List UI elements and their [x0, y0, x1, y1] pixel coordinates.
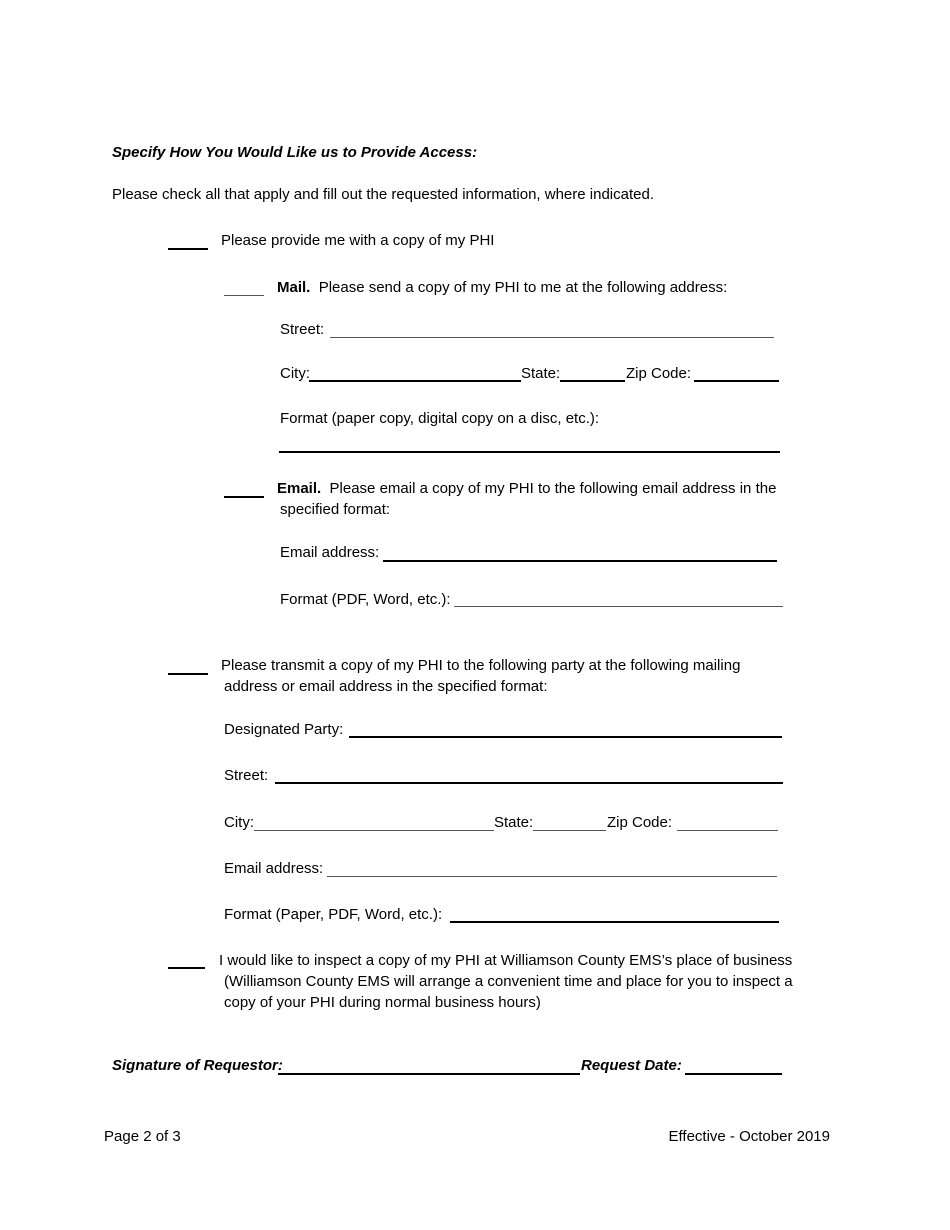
page-number: Page 2 of 3	[104, 1128, 181, 1145]
option-copy-label: Please provide me with a copy of my PHI	[221, 232, 495, 249]
mail-state-field[interactable]	[560, 380, 625, 382]
inspect-line3: copy of your PHI during normal business hours)	[224, 994, 541, 1011]
section-heading: Specify How You Would Like us to Provide Access:	[112, 144, 478, 161]
mail-city-label: City:	[280, 365, 310, 382]
mail-city-field[interactable]	[309, 380, 521, 382]
mail-zip-field[interactable]	[694, 380, 779, 382]
transmit-street-label: Street:	[224, 767, 269, 784]
email-option	[277, 480, 776, 498]
transmit-state-label: State:	[494, 814, 534, 831]
transmit-line2: address or email address in the specified format:	[224, 678, 548, 695]
mail-format-label: Format (paper copy, digital copy on a disc, etc.):	[280, 410, 600, 427]
transmit-zip-field[interactable]	[677, 830, 778, 831]
request-date-label: Request Date:	[581, 1057, 682, 1074]
party-label: Designated Party:	[224, 721, 344, 738]
mail-zip-label: Zip Code:	[626, 365, 692, 382]
transmit-format-field[interactable]	[450, 921, 779, 923]
email-format-field[interactable]	[454, 606, 783, 607]
email-address-label: Email address:	[280, 544, 380, 561]
transmit-city-field[interactable]	[254, 830, 494, 831]
inspect-line1: I would like to inspect a copy of my PHI at Williamson County EMS’s place of business	[219, 952, 793, 969]
email-address-field[interactable]	[383, 560, 777, 562]
email-text-line2: specified format:	[280, 501, 391, 518]
mail-title: Mail.	[277, 279, 311, 296]
instructions: Please check all that apply and fill out the requested information, where indicated.	[112, 186, 654, 203]
mail-format-field[interactable]	[279, 451, 780, 453]
request-date-field[interactable]	[685, 1073, 782, 1075]
email-title: Email.	[277, 480, 322, 497]
checkbox-inspect[interactable]	[168, 967, 205, 969]
transmit-zip-label: Zip Code:	[607, 814, 673, 831]
transmit-line1: Please transmit a copy of my PHI to the following party at the following mailing	[221, 657, 741, 674]
transmit-email-field[interactable]	[327, 876, 777, 877]
party-field[interactable]	[349, 736, 782, 738]
signature-label: Signature of Requestor:	[112, 1057, 283, 1074]
transmit-email-label: Email address:	[224, 860, 324, 877]
mail-text: Please send a copy of my PHI to me at the following address:	[318, 279, 728, 296]
inspect-line2: (Williamson County EMS will arrange a convenient time and place for you to inspect a	[224, 973, 793, 990]
effective-date: Effective - October 2019	[668, 1128, 830, 1145]
transmit-format-label: Format (Paper, PDF, Word, etc.):	[224, 906, 443, 923]
checkbox-transmit[interactable]	[168, 673, 208, 675]
transmit-street-field[interactable]	[275, 782, 783, 784]
mail-street-field[interactable]	[330, 337, 774, 338]
signature-field[interactable]	[278, 1073, 580, 1075]
checkbox-copy[interactable]	[168, 248, 208, 250]
transmit-state-field[interactable]	[533, 830, 606, 831]
mail-option	[277, 279, 727, 297]
mail-state-label: State:	[521, 365, 561, 382]
email-text-line1: Please email a copy of my PHI to the following email address in the	[329, 480, 777, 497]
checkbox-mail[interactable]	[224, 295, 264, 296]
email-format-label: Format (PDF, Word, etc.):	[280, 591, 451, 608]
mail-street-label: Street:	[280, 321, 325, 338]
transmit-city-label: City:	[224, 814, 254, 831]
checkbox-email[interactable]	[224, 496, 264, 498]
